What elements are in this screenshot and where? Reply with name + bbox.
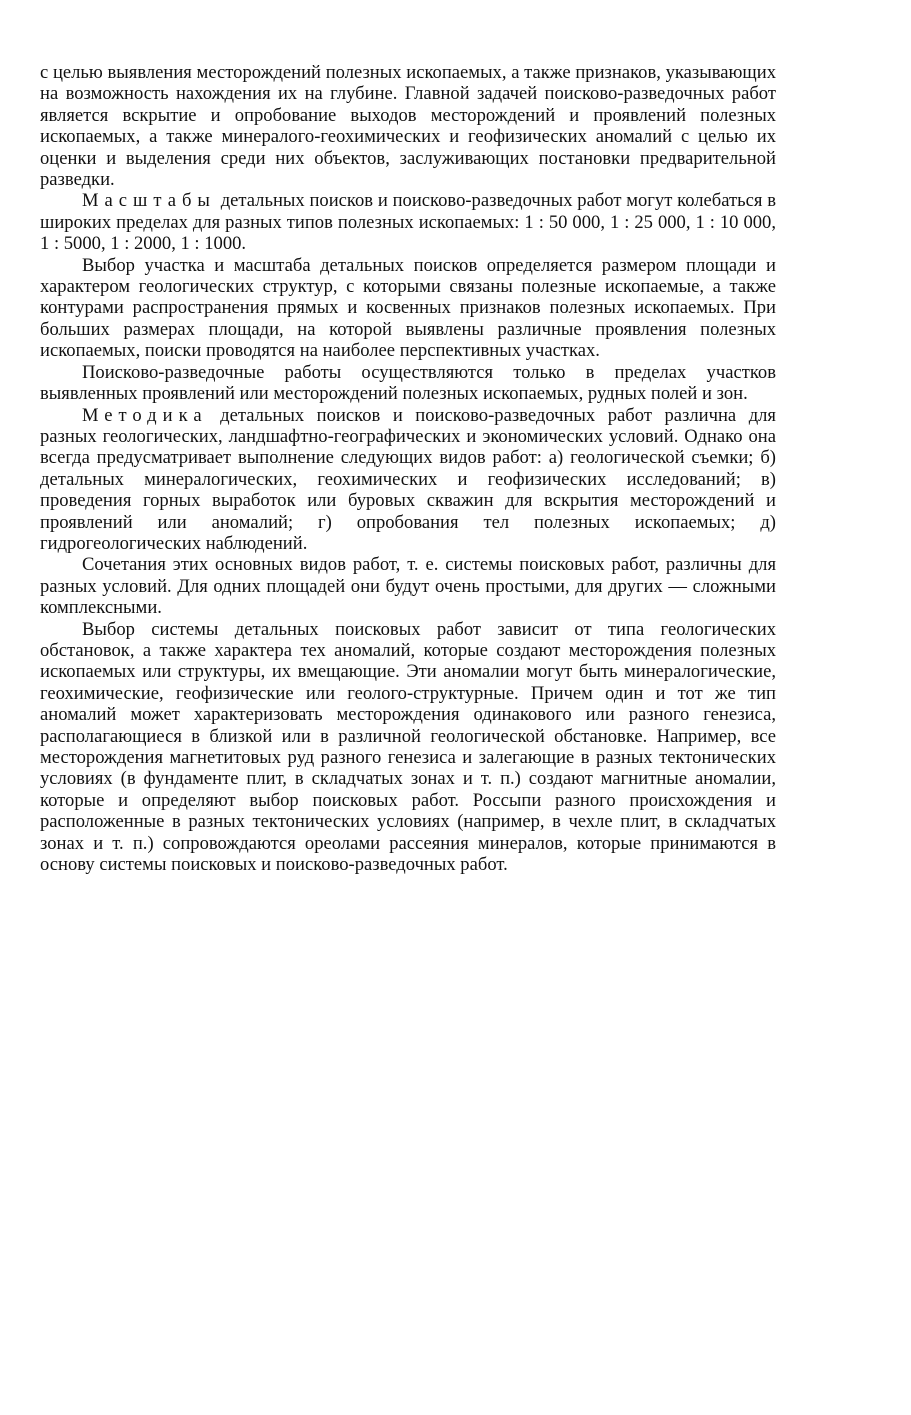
paragraph-4 bbox=[40, 362, 776, 405]
paragraph-4-text: Поисково-разведочные работы осуществляются только в пределах участков выявленных проявлений или месторождений полезных ископаемых, рудных полей и зон. bbox=[40, 361, 776, 405]
paragraph-6 bbox=[40, 554, 776, 618]
paragraph-3-text: Выбор участка и масштаба детальных поисков определяется размером площади и характером геологических структур, с которыми связаны полезные ископаемые, а также контурами распространения прямых и косвенных признаков полезных ископаемых. При больших размерах площади, на которой выявлены различные проявления полезных ископаемых, поиски проводятся на наиболее перспективных участках. bbox=[40, 254, 776, 362]
paragraph-6-text: Сочетания этих основных видов работ, т. е. системы поисковых работ, различны для разных условий. Для одних площадей они будут очень простыми, для других — сложными комплексными. bbox=[40, 554, 776, 619]
paragraph-3 bbox=[40, 255, 776, 362]
paragraph-2-lead: Масштабы bbox=[82, 190, 216, 212]
paragraph-2 bbox=[40, 190, 776, 254]
paragraph-7-text: Выбор системы детальных поисковых работ зависит от типа геологических обстановок, а также характера тех аномалий, которые создают месторождения полезных ископаемых или структуры, их вмещающие. Эти аномалии могут быть минералогические, геохимические, геофизические или геолого-структурные. Причем один и тот же тип аномалий может характеризовать месторождения одинакового или разного генезиса, располагающиеся в близкой или в различной геологической обстановке. Например, все месторождения магнетитовых руд разного генезиса и залегающие в разных тектонических условиях (в фундаменте плит, в складчатых зонах и т. п.) создают магнитные аномалии, которые и определяют выбор поисковых работ. Россыпи разного происхождения и расположенные в разных тектонических условиях (например, в чехле плит, в складчатых зонах и т. п.) сопровождаются ореолами рассеяния минералов, которые принимаются в основу системы поисковых и поисково-разведочных работ. bbox=[40, 618, 776, 876]
document-page bbox=[40, 62, 776, 875]
paragraph-5-text: детальных поисков и поисково-разведочных работ различна для разных геологических, ландшафтно-географических и экономических условий. Однако она всегда предусматривает выполнение следующих видов работ: а) геологической съемки; б) детальных минералогических, геохимических и геофизических исследований; в) проведения горных выработок или буровых скважин для вскрытия месторождений и проявлений или аномалий; г) опробования тел полезных ископаемых; д) гидрогеологических наблюдений. bbox=[40, 404, 776, 554]
paragraph-1 bbox=[40, 62, 776, 190]
paragraph-5 bbox=[40, 405, 776, 555]
paragraph-2-text: детальных поисков и поисково-разведочных работ могут колебаться в широких пределах для разных типов полезных ископаемых: 1 : 50 000, 1 : 25 000, 1 : 10 000, 1 : 5000, 1 : 2000, 1 : 1000. bbox=[40, 190, 776, 255]
paragraph-5-lead: Методика bbox=[82, 404, 208, 426]
paragraph-7 bbox=[40, 619, 776, 876]
paragraph-1-text: с целью выявления месторождений полезных ископаемых, а также признаков, указывающих на возможность нахождения их на глубине. Главной задачей поисково-разведочных работ является вскрытие и опробование выходов месторождений и проявлений полезных ископаемых, а также минералого-геохимических и геофизических аномалий с целью их оценки и выделения среди них объектов, заслуживающих постановки предварительной разведки. bbox=[40, 62, 776, 191]
